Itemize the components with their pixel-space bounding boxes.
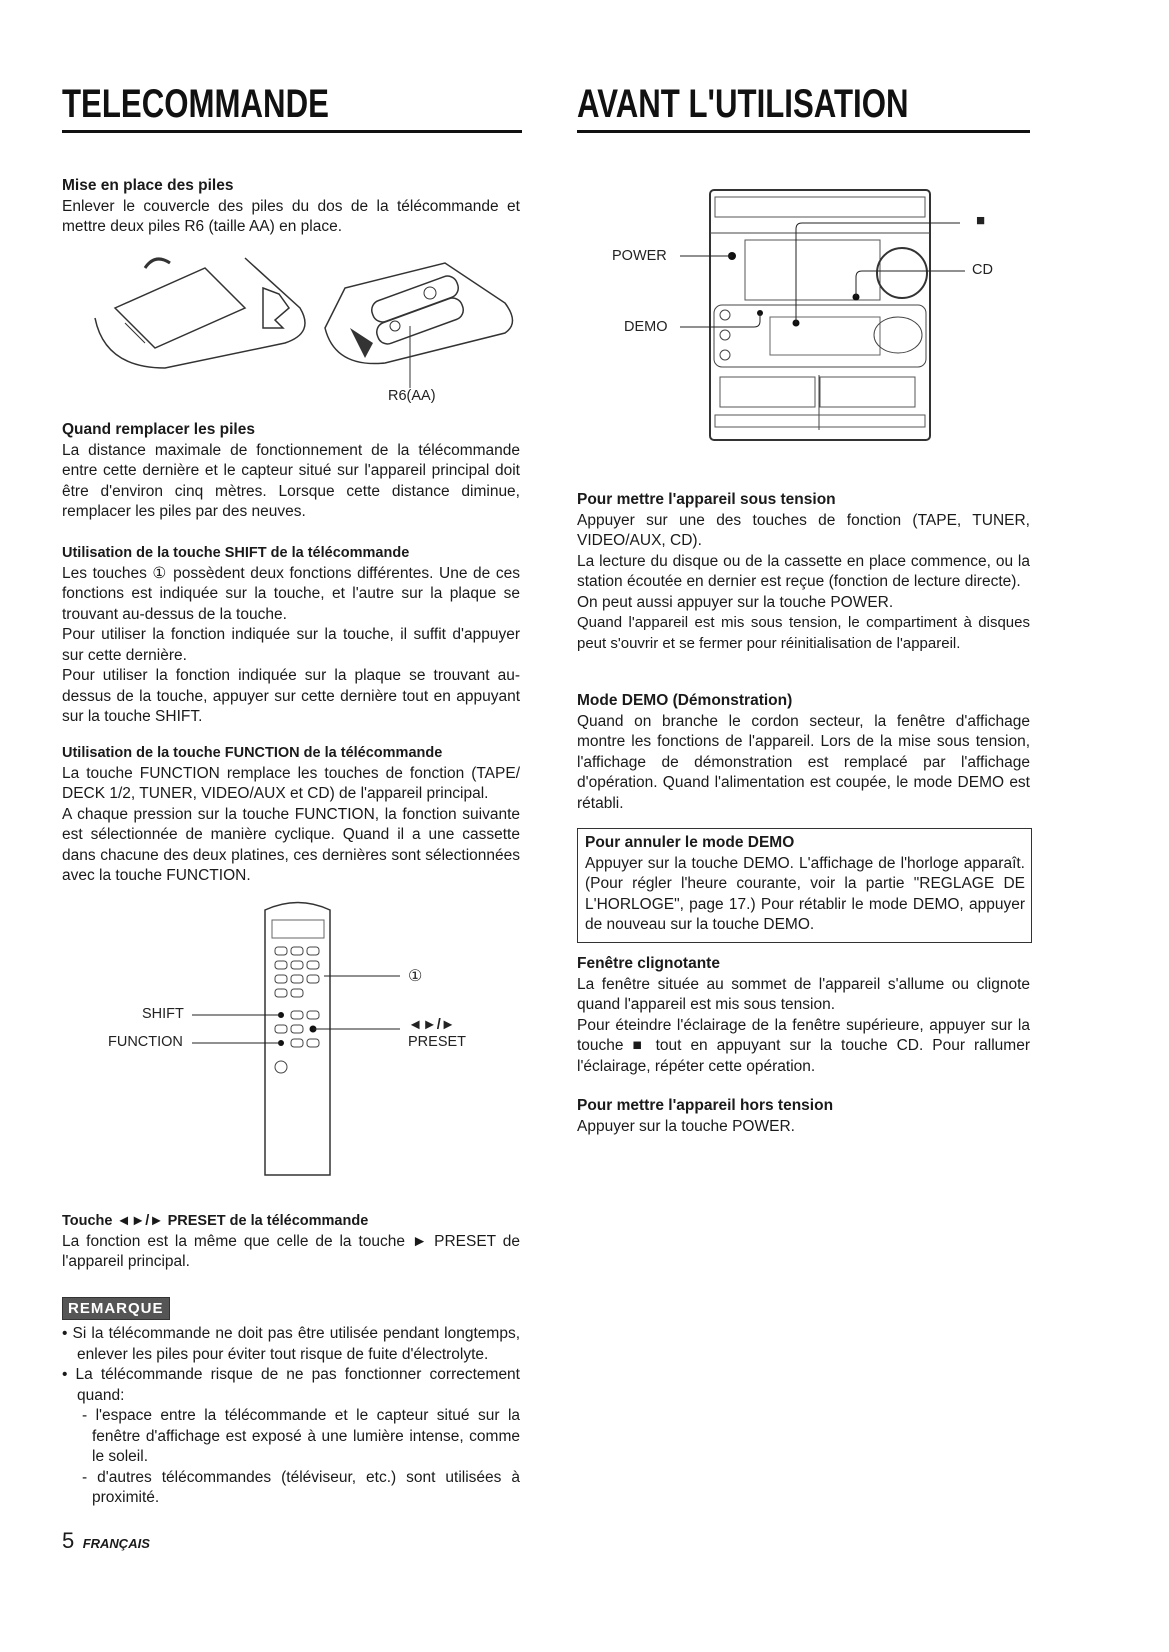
heading: Pour mettre l'appareil sous tension <box>577 491 836 508</box>
footer <box>62 1528 150 1554</box>
page-number: 5 <box>62 1528 75 1553</box>
paragraph: La distance maximale de fonctionnement de la télécommande entre cette dernière et le capteur situé sur l'appareil principal doit être d'environ cinq mètres. Lorsque cette distance diminue, remplacer les piles par des neuves. <box>62 441 520 520</box>
paragraph: La touche FUNCTION remplace les touches de fonction (TAPE/ DECK 1/2, TUNER, VIDEO/AUX et CD) de l'appareil principal. <box>62 764 520 802</box>
paragraph: Appuyer sur une des touches de fonction (TAPE, TUNER, VIDEO/AUX, CD). <box>577 511 1030 549</box>
section-demo <box>577 691 1030 814</box>
paragraph: La lecture du disque ou de la cassette en place commence, ou la station écoutée en dernier est reçue (fonction de lecture directe). <box>577 552 1030 590</box>
paragraph: Les touches ① possèdent deux fonctions différentes. Une de ces fonctions est indiquée sur la touche, et l'autre sur la plaque se trouvant au-dessus de la touche. <box>62 564 520 623</box>
heading: Mise en place des piles <box>62 177 234 194</box>
section-preset <box>62 1211 520 1273</box>
remarque-subitem: - d'autres télécommandes (téléviseur, etc.) sont utilisées à proximité. <box>82 1468 520 1506</box>
section-remplacer <box>62 420 520 523</box>
circled-one-label: ① <box>408 968 423 985</box>
heading: Quand remplacer les piles <box>62 421 255 438</box>
paragraph: Appuyer sur la touche POWER. <box>577 1117 795 1135</box>
title-rule-right <box>577 130 1030 133</box>
paragraph: Quand l'appareil est mis sous tension, le compartiment à disques peut s'ouvrir et se fermer pour réinitialisation de l'appareil. <box>577 614 1030 652</box>
paragraph: Appuyer sur la touche DEMO. L'affichage de l'horloge apparaît. (Pour régler l'heure courante, voir la partie "REGLAGE DE L'HORLOGE", page 17.) Pour rétablir le mode DEMO, appuyer de nouveau sur la touche DEMO. <box>585 854 1025 933</box>
remarque-subitem: - l'espace entre la télécommande et le capteur situé sur la fenêtre d'affichage est exposé à une lumière intense, comme le soleil. <box>82 1407 521 1465</box>
section-fenetre <box>577 954 1030 1077</box>
paragraph: Pour éteindre l'éclairage de la fenêtre supérieure, appuyer sur la touche ■ tout en appuyant sur la touche CD. Pour rallumer l'éclairage, répéter cette opération. <box>577 1016 1030 1075</box>
paragraph: Quand on branche le cordon secteur, la fenêtre d'affichage montre les fonctions de l'appareil. Lors de la mise sous tension, l'affichage de démonstration est remplacé par l'affichage d'opération. Quand l'alimentation est coupée, le mode DEMO est rétabli. <box>577 712 1030 812</box>
section-shift <box>62 543 520 728</box>
title-telecommande: TELECOMMANDE <box>62 82 329 126</box>
paragraph: Enlever le couvercle des piles du dos de la télécommande et mettre deux piles R6 (taille AA) en place. <box>62 197 520 235</box>
section-function <box>62 743 520 887</box>
title-avant-utilisation: AVANT L'UTILISATION <box>577 82 909 126</box>
heading: Mode DEMO (Démonstration) <box>577 692 793 709</box>
remarque-badge: REMARQUE <box>62 1297 170 1320</box>
annuler-demo-box <box>577 828 1032 943</box>
title-rule-left <box>62 130 522 133</box>
heading: Utilisation de la touche FUNCTION de la télécommande <box>62 745 443 761</box>
remarque-bullet: • Si la télécommande ne doit pas être utilisée pendant longtemps, enlever les piles pour éviter tout risque de fuite d'électrolyte. <box>62 1325 520 1363</box>
heading: Touche ◄►/► PRESET de la télécommande <box>62 1213 369 1229</box>
preset-symbol-label: ◄►/► <box>408 1017 456 1033</box>
paragraph: La fonction est la même que celle de la touche ► PRESET de l'appareil principal. <box>62 1232 520 1270</box>
paragraph: Pour utiliser la fonction indiquée sur la plaque se trouvant au-dessus de la touche, appuyer sur cette dernière tout en appuyant sur la touche SHIFT. <box>62 667 520 725</box>
power-label: POWER <box>612 248 667 264</box>
device-illustration <box>620 185 1000 465</box>
battery-label: R6(AA) <box>388 388 436 404</box>
stop-label: ■ <box>976 212 986 229</box>
language-label: FRANÇAIS <box>82 1536 150 1551</box>
remarque-bullet: • La télécommande risque de ne pas fonctionner correctement quand: <box>62 1366 520 1404</box>
function-label: FUNCTION <box>108 1034 183 1050</box>
section-piles <box>62 176 520 238</box>
demo-label: DEMO <box>624 319 668 335</box>
section-hors-tension <box>577 1096 1030 1137</box>
paragraph: A chaque pression sur la touche FUNCTION, la fonction suivante est sélectionnée de manière cyclique. Quand il a une cassette dans chacune des deux platines, ces dernières sont sélectionnées avec la touche FUNCTION. <box>62 805 520 884</box>
heading: Utilisation de la touche SHIFT de la télécommande <box>62 545 410 561</box>
paragraph: On peut aussi appuyer sur la touche POWER. <box>577 593 894 611</box>
section-remarque <box>62 1324 520 1509</box>
cd-label: CD <box>972 262 993 278</box>
paragraph: Pour utiliser la fonction indiquée sur la touche, il suffit d'appuyer sur cette dernière. <box>62 626 520 664</box>
preset-label: PRESET <box>408 1034 467 1050</box>
paragraph: La fenêtre située au sommet de l'appareil s'allume ou clignote quand l'appareil est mis sous tension. <box>577 975 1030 1013</box>
heading: Pour annuler le mode DEMO <box>585 834 795 851</box>
heading: Fenêtre clignotante <box>577 955 720 972</box>
shift-label: SHIFT <box>142 1006 184 1022</box>
section-sous-tension <box>577 490 1030 654</box>
heading: Pour mettre l'appareil hors tension <box>577 1097 834 1114</box>
battery-illustration <box>85 248 525 393</box>
